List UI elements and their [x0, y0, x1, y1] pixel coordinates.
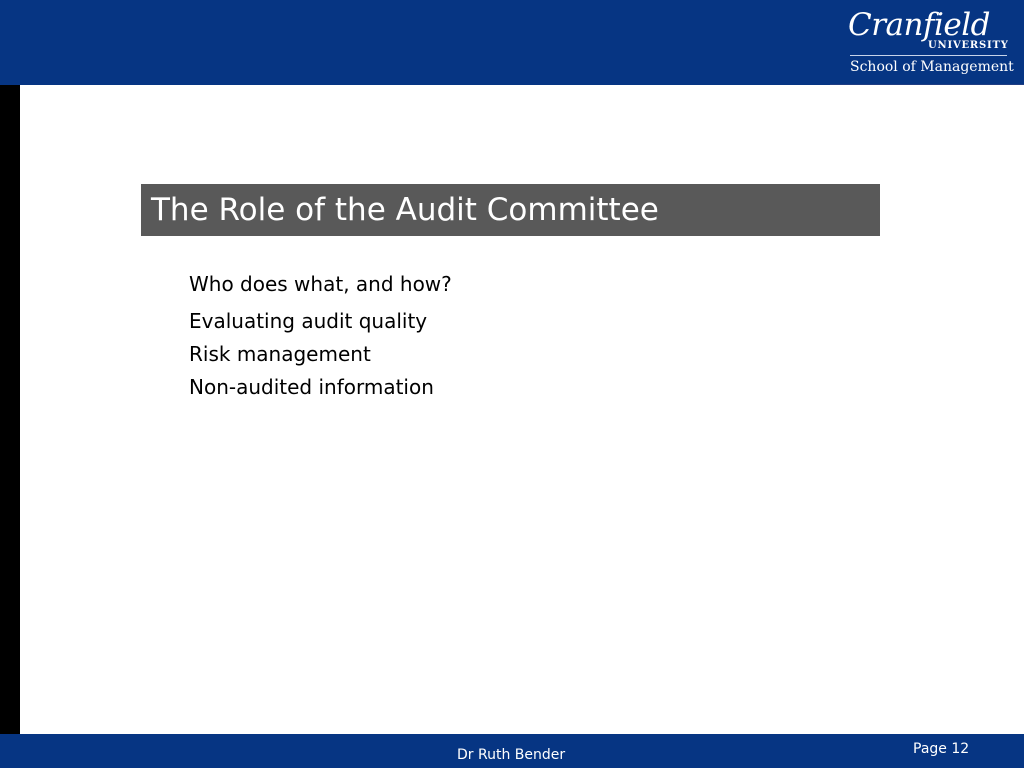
header-bar [0, 0, 1024, 85]
logo-cranfield-wordmark: Cranfield [848, 7, 990, 43]
left-rail [0, 85, 20, 734]
bullet-item-non-audited-information: Non-audited information [189, 375, 434, 399]
footer-author: Dr Ruth Bender [457, 747, 566, 763]
cranfield-school-logo [830, 0, 1024, 85]
logo-bottom-edge [830, 84, 1024, 85]
slide-title: The Role of the Audit Committee [151, 192, 659, 228]
bullet-item-risk-management: Risk management [189, 342, 371, 366]
logo-university-text: UNIVERSITY [928, 40, 1009, 51]
footer-bar [0, 734, 1024, 768]
bullet-item-evaluating-audit-quality: Evaluating audit quality [189, 309, 428, 333]
slide-bullet-list [189, 305, 889, 404]
page-number: Page 12 [913, 741, 970, 757]
logo-divider [850, 55, 1007, 56]
slide-title-box [141, 184, 880, 236]
logo-school-text: School of Management [850, 59, 1014, 75]
slide-content [189, 270, 889, 404]
slide-question: Who does what, and how? [189, 272, 452, 296]
